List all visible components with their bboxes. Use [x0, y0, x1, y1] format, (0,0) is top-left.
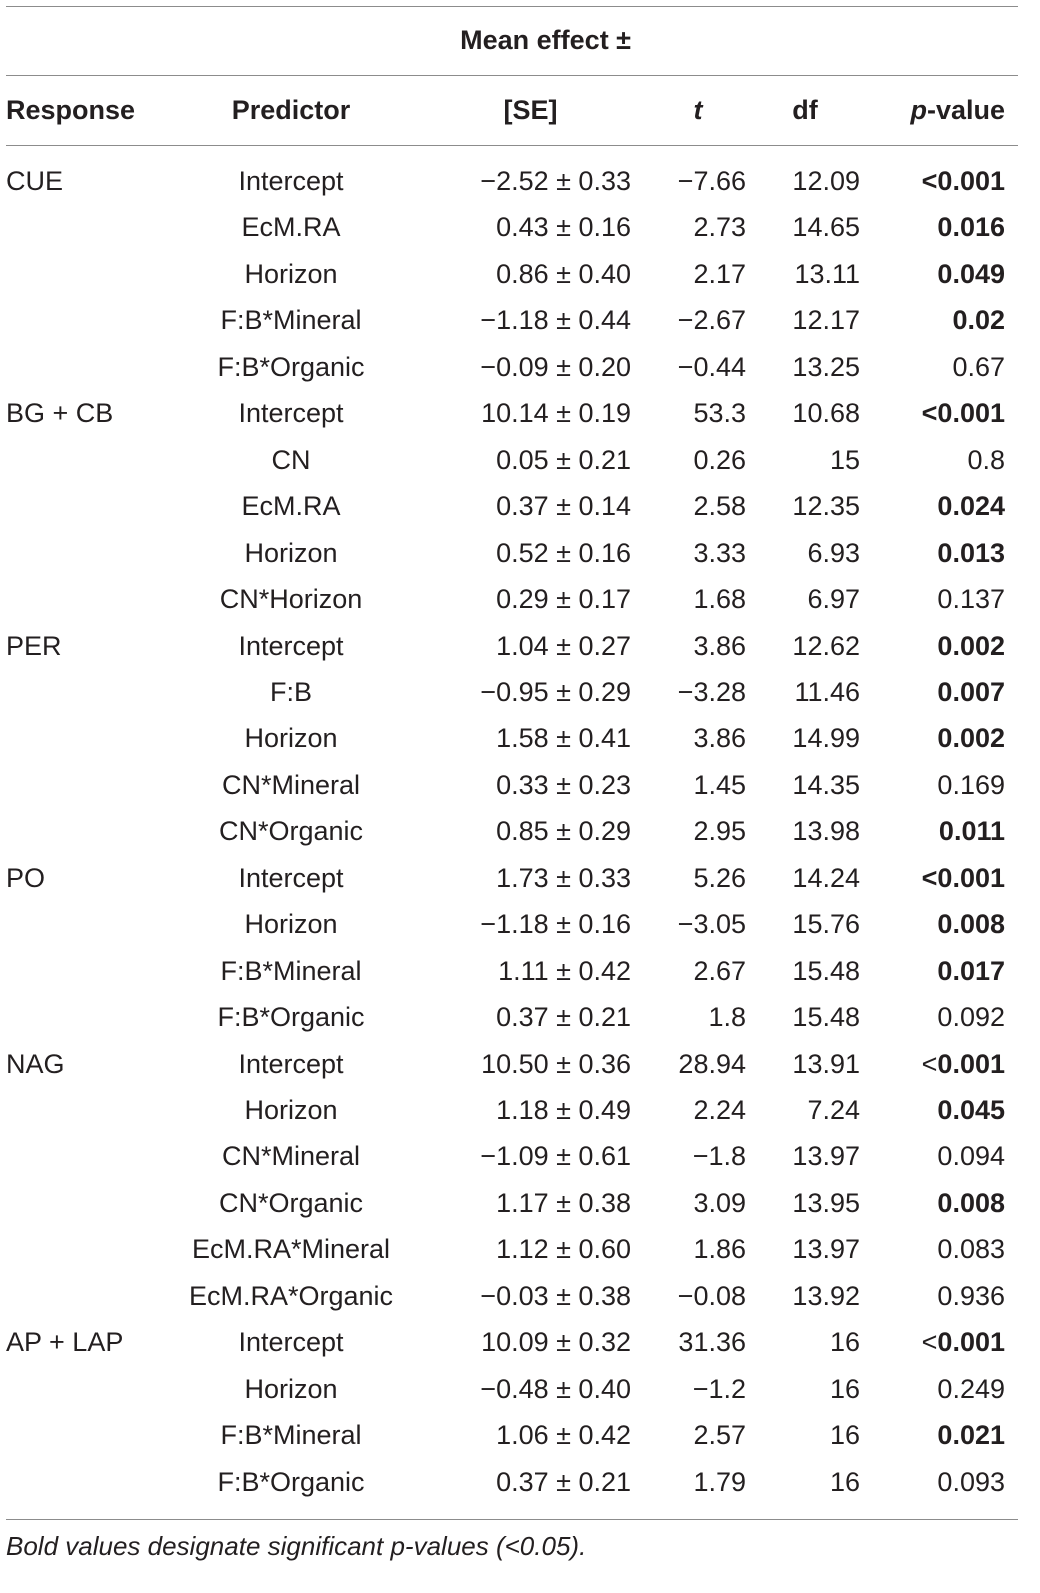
header-predictor: Predictor: [231, 95, 351, 125]
predictor-cell: Intercept: [238, 166, 344, 196]
mean-effect-cell: 1.73 ± 0.33: [496, 863, 631, 893]
response-cell: PER: [6, 631, 62, 661]
p-value-number: 0.001: [937, 1327, 1005, 1357]
predictor-cell: Intercept: [238, 631, 344, 661]
mean-effect-cell: 1.58 ± 0.41: [496, 723, 631, 753]
predictor-cell: F:B*Mineral: [220, 1420, 362, 1450]
predictor-cell: F:B*Organic: [217, 1467, 365, 1497]
predictor-cell: CN: [271, 445, 311, 475]
t-value-cell: −3.28: [677, 677, 746, 707]
p-value-number: 0.8: [967, 445, 1005, 475]
header-p-suffix: -value: [926, 95, 1005, 125]
p-value-number: 0.008: [937, 1188, 1005, 1218]
t-value-cell: 2.24: [693, 1095, 746, 1125]
header-se: [SE]: [503, 95, 558, 125]
df-cell: 10.68: [792, 398, 860, 428]
predictor-cell: Horizon: [244, 1374, 338, 1404]
p-value-cell: [880, 1087, 1005, 1133]
df-cell: 15.76: [792, 909, 860, 939]
p-value-cell: [880, 808, 1005, 854]
p-value-cell: [880, 158, 1005, 204]
mean-effect-cell: 0.05 ± 0.21: [496, 445, 631, 475]
header-p-italic: p: [910, 95, 927, 125]
p-value-number: 0.67: [952, 352, 1005, 382]
p-value-cell: [880, 623, 1005, 669]
mean-effect-cell: 1.06 ± 0.42: [496, 1420, 631, 1450]
df-cell: 12.17: [792, 305, 860, 335]
p-value-cell: [880, 251, 1005, 297]
t-value-cell: −7.66: [677, 166, 746, 196]
predictor-cell: CN*Organic: [218, 816, 364, 846]
p-value-number: 0.021: [937, 1420, 1005, 1450]
response-cell: BG + CB: [6, 398, 114, 428]
mean-effect-cell: −0.09 ± 0.20: [480, 352, 631, 382]
header-mean-effect-label: Mean effect ±: [460, 25, 631, 55]
p-value-number: 0.936: [937, 1281, 1005, 1311]
p-value-number: 0.092: [937, 1002, 1005, 1032]
t-value-cell: 3.09: [693, 1188, 746, 1218]
t-value-cell: 5.26: [693, 863, 746, 893]
response-cell: AP + LAP: [6, 1327, 124, 1357]
df-cell: 16: [829, 1467, 860, 1497]
predictor-cell: F:B*Organic: [217, 1002, 365, 1032]
predictor-cell: CN*Mineral: [221, 770, 361, 800]
t-value-cell: 31.36: [678, 1327, 746, 1357]
df-cell: 7.24: [807, 1095, 860, 1125]
p-value-cell: [880, 1226, 1005, 1272]
t-value-cell: 3.33: [693, 538, 746, 568]
p-value-prefix: <: [921, 166, 938, 196]
p-value-cell: [880, 390, 1005, 436]
predictor-cell: F:B*Mineral: [220, 305, 362, 335]
response-cell: CUE: [6, 166, 64, 196]
t-value-cell: −2.67: [677, 305, 746, 335]
response-cell: PO: [6, 863, 46, 893]
mean-effect-cell: −1.09 ± 0.61: [480, 1141, 631, 1171]
p-value-cell: [880, 1273, 1005, 1319]
p-value-cell: [880, 715, 1005, 761]
t-value-cell: 3.86: [693, 631, 746, 661]
df-cell: 16: [829, 1327, 860, 1357]
df-cell: 6.97: [807, 584, 860, 614]
bottom-rule: [6, 1519, 1018, 1520]
mean-effect-cell: 10.50 ± 0.36: [481, 1049, 631, 1079]
p-value-number: 0.002: [937, 631, 1005, 661]
df-cell: 15.48: [792, 956, 860, 986]
predictor-cell: Horizon: [244, 538, 338, 568]
header-group-rule: [6, 75, 1018, 76]
p-value-number: 0.093: [937, 1467, 1005, 1497]
t-value-cell: −3.05: [677, 909, 746, 939]
p-value-cell: [880, 530, 1005, 576]
mean-effect-cell: 1.12 ± 0.60: [496, 1234, 631, 1264]
p-value-cell: [880, 855, 1005, 901]
mean-effect-cell: 1.11 ± 0.42: [498, 956, 631, 986]
p-value-cell: [880, 1459, 1005, 1505]
p-value-number: 0.001: [937, 863, 1005, 893]
predictor-cell: F:B: [269, 677, 312, 707]
p-value-cell: [880, 1319, 1005, 1365]
df-cell: 13.91: [792, 1049, 860, 1079]
df-cell: 13.97: [792, 1234, 860, 1264]
t-value-cell: −0.08: [677, 1281, 746, 1311]
p-value-number: 0.094: [937, 1141, 1005, 1171]
top-rule: [6, 6, 1018, 7]
mean-effect-cell: 0.37 ± 0.21: [496, 1467, 631, 1497]
df-cell: 13.92: [792, 1281, 860, 1311]
p-value-cell: [880, 483, 1005, 529]
t-value-cell: 1.79: [693, 1467, 746, 1497]
t-value-cell: 2.58: [693, 491, 746, 521]
df-cell: 14.99: [792, 723, 860, 753]
df-cell: 13.98: [792, 816, 860, 846]
t-value-cell: −1.2: [692, 1374, 746, 1404]
t-value-cell: 2.17: [693, 259, 746, 289]
predictor-cell: Horizon: [244, 259, 338, 289]
mean-effect-cell: 0.52 ± 0.16: [496, 538, 631, 568]
p-value-cell: [880, 344, 1005, 390]
mean-effect-cell: 0.43 ± 0.16: [496, 212, 631, 242]
mean-effect-cell: 1.18 ± 0.49: [496, 1095, 631, 1125]
mean-effect-cell: 1.04 ± 0.27: [496, 631, 631, 661]
predictor-cell: Intercept: [238, 398, 344, 428]
predictor-cell: EcM.RA: [241, 212, 341, 242]
p-value-cell: [880, 901, 1005, 947]
p-value-cell: [880, 576, 1005, 622]
mean-effect-cell: 0.37 ± 0.14: [496, 491, 631, 521]
predictor-cell: F:B*Mineral: [220, 956, 362, 986]
mean-effect-cell: 0.29 ± 0.17: [496, 584, 631, 614]
df-cell: 12.62: [792, 631, 860, 661]
predictor-cell: F:B*Organic: [217, 352, 365, 382]
header-response: Response: [6, 95, 136, 125]
p-value-number: 0.049: [937, 259, 1005, 289]
mean-effect-cell: 0.85 ± 0.29: [496, 816, 631, 846]
t-value-cell: −0.44: [677, 352, 746, 382]
df-cell: 13.95: [792, 1188, 860, 1218]
header-bottom-rule: [6, 145, 1018, 146]
p-value-cell: [880, 762, 1005, 808]
predictor-cell: CN*Horizon: [219, 584, 363, 614]
p-value-prefix: <: [921, 1327, 938, 1357]
predictor-cell: Intercept: [238, 1049, 344, 1079]
mean-effect-cell: 1.17 ± 0.38: [496, 1188, 631, 1218]
p-value-number: 0.013: [937, 538, 1005, 568]
predictor-cell: EcM.RA*Organic: [188, 1281, 394, 1311]
footnote: Bold values designate significant p-values (<0.05).: [6, 1531, 587, 1561]
p-value-number: 0.02: [952, 305, 1005, 335]
p-value-prefix: <: [921, 398, 938, 428]
header-t: t: [693, 95, 703, 125]
t-value-cell: 1.8: [708, 1002, 746, 1032]
df-cell: 6.93: [807, 538, 860, 568]
p-value-cell: [880, 297, 1005, 343]
df-cell: 13.97: [792, 1141, 860, 1171]
p-value-number: 0.024: [937, 491, 1005, 521]
p-value-cell: [880, 437, 1005, 483]
p-value-cell: [880, 1180, 1005, 1226]
df-cell: 14.35: [792, 770, 860, 800]
p-value-number: 0.017: [937, 956, 1005, 986]
p-value-prefix: <: [921, 863, 938, 893]
mean-effect-cell: 0.86 ± 0.40: [496, 259, 631, 289]
p-value-cell: [880, 204, 1005, 250]
mean-effect-cell: −0.48 ± 0.40: [480, 1374, 631, 1404]
t-value-cell: 1.86: [693, 1234, 746, 1264]
header-df: df: [792, 95, 818, 125]
predictor-cell: Intercept: [238, 863, 344, 893]
t-value-cell: 2.73: [693, 212, 746, 242]
mean-effect-cell: 10.14 ± 0.19: [481, 398, 631, 428]
t-value-cell: 28.94: [678, 1049, 746, 1079]
t-value-cell: 2.95: [693, 816, 746, 846]
df-cell: 16: [829, 1420, 860, 1450]
p-value-number: 0.001: [937, 398, 1005, 428]
t-value-cell: 0.26: [693, 445, 746, 475]
df-cell: 15.48: [792, 1002, 860, 1032]
p-value-number: 0.002: [937, 723, 1005, 753]
df-cell: 14.24: [792, 863, 860, 893]
p-value-cell: [880, 994, 1005, 1040]
p-value-number: 0.016: [937, 212, 1005, 242]
p-value-cell: [880, 1366, 1005, 1412]
response-cell: NAG: [6, 1049, 65, 1079]
p-value-number: 0.008: [937, 909, 1005, 939]
predictor-cell: EcM.RA: [241, 491, 341, 521]
mean-effect-cell: −1.18 ± 0.16: [480, 909, 631, 939]
predictor-cell: CN*Mineral: [221, 1141, 361, 1171]
predictor-cell: Horizon: [244, 909, 338, 939]
p-value-number: 0.001: [937, 1049, 1005, 1079]
mean-effect-cell: −2.52 ± 0.33: [480, 166, 631, 196]
df-cell: 11.46: [794, 677, 860, 707]
p-value-cell: [880, 1412, 1005, 1458]
mean-effect-cell: 0.37 ± 0.21: [496, 1002, 631, 1032]
t-value-cell: 2.57: [693, 1420, 746, 1450]
p-value-number: 0.249: [937, 1374, 1005, 1404]
df-cell: 16: [829, 1374, 860, 1404]
t-value-cell: 3.86: [693, 723, 746, 753]
t-value-cell: 1.68: [693, 584, 746, 614]
mean-effect-cell: 10.09 ± 0.32: [481, 1327, 631, 1357]
predictor-cell: Intercept: [238, 1327, 344, 1357]
predictor-cell: EcM.RA*Mineral: [191, 1234, 391, 1264]
df-cell: 12.35: [792, 491, 860, 521]
p-value-cell: [880, 948, 1005, 994]
header-p-value: [880, 87, 1005, 133]
p-value-cell: [880, 1041, 1005, 1087]
t-value-cell: 53.3: [693, 398, 746, 428]
p-value-number: 0.169: [937, 770, 1005, 800]
p-value-number: 0.045: [937, 1095, 1005, 1125]
df-cell: 15: [829, 445, 860, 475]
p-value-prefix: <: [921, 1049, 938, 1079]
t-value-cell: 2.67: [693, 956, 746, 986]
df-cell: 13.25: [792, 352, 860, 382]
p-value-number: 0.083: [937, 1234, 1005, 1264]
df-cell: 14.65: [792, 212, 860, 242]
p-value-number: 0.001: [937, 166, 1005, 196]
mean-effect-cell: −1.18 ± 0.44: [480, 305, 631, 335]
p-value-number: 0.007: [937, 677, 1005, 707]
mean-effect-cell: 0.33 ± 0.23: [496, 770, 631, 800]
df-cell: 13.11: [794, 259, 860, 289]
p-value-number: 0.011: [938, 816, 1005, 846]
predictor-cell: Horizon: [244, 1095, 338, 1125]
p-value-cell: [880, 669, 1005, 715]
t-value-cell: 1.45: [693, 770, 746, 800]
t-value-cell: −1.8: [692, 1141, 746, 1171]
p-value-number: 0.137: [937, 584, 1005, 614]
mean-effect-cell: −0.95 ± 0.29: [480, 677, 631, 707]
p-value-cell: [880, 1133, 1005, 1179]
predictor-cell: Horizon: [244, 723, 338, 753]
df-cell: 12.09: [792, 166, 860, 196]
predictor-cell: CN*Organic: [218, 1188, 364, 1218]
mean-effect-cell: −0.03 ± 0.38: [480, 1281, 631, 1311]
